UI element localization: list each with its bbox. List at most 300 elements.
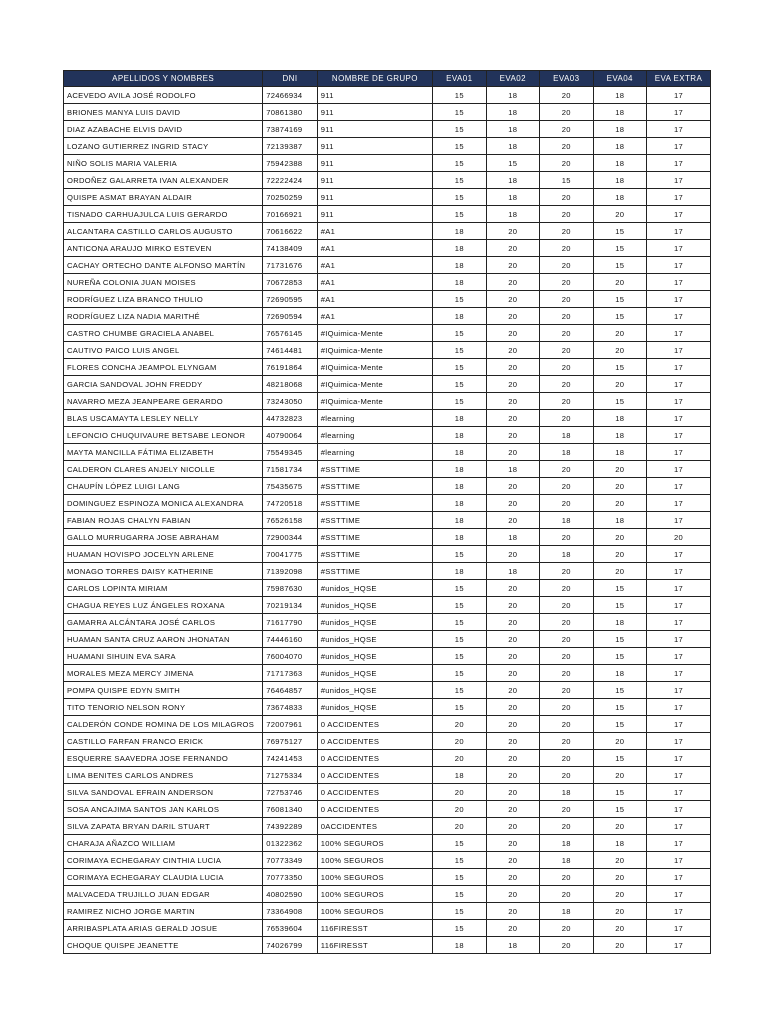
eva01-cell: 15 <box>433 920 486 937</box>
table-row <box>64 189 711 206</box>
student-name-cell: CORIMAYA ECHEGARAY CINTHIA LUCIA <box>64 852 263 869</box>
eva02-cell: 20 <box>486 631 539 648</box>
eva01-cell: 15 <box>433 121 486 138</box>
dni-cell: 74614481 <box>263 342 318 359</box>
eva03-cell: 20 <box>540 206 593 223</box>
eva01-cell: 15 <box>433 665 486 682</box>
eva02-cell: 20 <box>486 427 539 444</box>
eva03-cell: 20 <box>540 597 593 614</box>
eva01-cell: 20 <box>433 818 486 835</box>
header-eva01: EVA01 <box>433 71 486 87</box>
eva03-cell: 20 <box>540 750 593 767</box>
eva01-cell: 15 <box>433 852 486 869</box>
dni-cell: 73874169 <box>263 121 318 138</box>
student-name-cell: ESQUERRE SAAVEDRA JOSE FERNANDO <box>64 750 263 767</box>
eva02-cell: 20 <box>486 886 539 903</box>
group-name-cell: #unidos_HQSE <box>317 648 432 665</box>
eva-extra-cell: 17 <box>646 172 710 189</box>
eva-extra-cell: 17 <box>646 104 710 121</box>
dni-cell: 75435675 <box>263 478 318 495</box>
eva02-cell: 20 <box>486 920 539 937</box>
group-name-cell: #SSTTIME <box>317 495 432 512</box>
eva01-cell: 18 <box>433 937 486 954</box>
eva03-cell: 20 <box>540 393 593 410</box>
eva01-cell: 18 <box>433 223 486 240</box>
dni-cell: 74446160 <box>263 631 318 648</box>
table-row <box>64 852 711 869</box>
eva02-cell: 20 <box>486 546 539 563</box>
eva02-cell: 20 <box>486 903 539 920</box>
eva-extra-cell: 17 <box>646 869 710 886</box>
group-name-cell: #unidos_HQSE <box>317 614 432 631</box>
eva01-cell: 15 <box>433 699 486 716</box>
eva02-cell: 20 <box>486 376 539 393</box>
eva04-cell: 20 <box>593 376 646 393</box>
group-name-cell: 116FIRESST <box>317 920 432 937</box>
dni-cell: 76464857 <box>263 682 318 699</box>
eva01-cell: 18 <box>433 410 486 427</box>
eva02-cell: 20 <box>486 512 539 529</box>
group-name-cell: #IQuimica-Mente <box>317 376 432 393</box>
eva01-cell: 20 <box>433 733 486 750</box>
eva03-cell: 20 <box>540 631 593 648</box>
eva04-cell: 18 <box>593 138 646 155</box>
eva01-cell: 15 <box>433 376 486 393</box>
eva-extra-cell: 17 <box>646 665 710 682</box>
student-name-cell: ANTICONA ARAUJO MIRKO ESTEVEN <box>64 240 263 257</box>
eva04-cell: 15 <box>593 393 646 410</box>
dni-cell: 70861380 <box>263 104 318 121</box>
eva01-cell: 15 <box>433 631 486 648</box>
eva02-cell: 20 <box>486 852 539 869</box>
eva-extra-cell: 17 <box>646 682 710 699</box>
dni-cell: 72900344 <box>263 529 318 546</box>
eva04-cell: 18 <box>593 172 646 189</box>
eva02-cell: 20 <box>486 801 539 818</box>
group-name-cell: 911 <box>317 155 432 172</box>
eva04-cell: 15 <box>593 308 646 325</box>
dni-cell: 71275334 <box>263 767 318 784</box>
dni-cell: 70219134 <box>263 597 318 614</box>
eva01-cell: 15 <box>433 189 486 206</box>
dni-cell: 70616622 <box>263 223 318 240</box>
table-row <box>64 699 711 716</box>
eva02-cell: 18 <box>486 104 539 121</box>
eva01-cell: 15 <box>433 903 486 920</box>
dni-cell: 71717363 <box>263 665 318 682</box>
table-row <box>64 563 711 580</box>
eva-extra-cell: 17 <box>646 444 710 461</box>
group-name-cell: #A1 <box>317 308 432 325</box>
eva03-cell: 20 <box>540 648 593 665</box>
eva04-cell: 20 <box>593 886 646 903</box>
group-name-cell: #IQuimica-Mente <box>317 342 432 359</box>
eva04-cell: 20 <box>593 563 646 580</box>
table-row <box>64 750 711 767</box>
dni-cell: 72690594 <box>263 308 318 325</box>
table-row <box>64 444 711 461</box>
table-row <box>64 682 711 699</box>
eva03-cell: 20 <box>540 682 593 699</box>
eva03-cell: 20 <box>540 257 593 274</box>
eva04-cell: 15 <box>593 291 646 308</box>
eva-extra-cell: 17 <box>646 733 710 750</box>
eva01-cell: 15 <box>433 614 486 631</box>
dni-cell: 44732823 <box>263 410 318 427</box>
eva-extra-cell: 17 <box>646 138 710 155</box>
group-name-cell: #unidos_HQSE <box>317 580 432 597</box>
eva01-cell: 15 <box>433 138 486 155</box>
eva01-cell: 20 <box>433 801 486 818</box>
eva02-cell: 20 <box>486 614 539 631</box>
student-name-cell: LIMA BENITES CARLOS ANDRES <box>64 767 263 784</box>
group-name-cell: #SSTTIME <box>317 478 432 495</box>
table-row <box>64 733 711 750</box>
dni-cell: 76081340 <box>263 801 318 818</box>
dni-cell: 74138409 <box>263 240 318 257</box>
eva-extra-cell: 17 <box>646 903 710 920</box>
eva02-cell: 20 <box>486 784 539 801</box>
group-name-cell: #SSTTIME <box>317 461 432 478</box>
eva02-cell: 20 <box>486 580 539 597</box>
dni-cell: 70672853 <box>263 274 318 291</box>
eva04-cell: 18 <box>593 427 646 444</box>
eva04-cell: 18 <box>593 512 646 529</box>
dni-cell: 76004070 <box>263 648 318 665</box>
eva02-cell: 20 <box>486 274 539 291</box>
eva01-cell: 15 <box>433 886 486 903</box>
eva02-cell: 20 <box>486 733 539 750</box>
eva03-cell: 20 <box>540 308 593 325</box>
group-name-cell: 100% SEGUROS <box>317 869 432 886</box>
table-row <box>64 155 711 172</box>
group-name-cell: #learning <box>317 444 432 461</box>
eva-extra-cell: 17 <box>646 716 710 733</box>
header-dni: DNI <box>263 71 318 87</box>
dni-cell: 72222424 <box>263 172 318 189</box>
eva03-cell: 20 <box>540 240 593 257</box>
eva04-cell: 18 <box>593 87 646 104</box>
table-row <box>64 529 711 546</box>
eva02-cell: 20 <box>486 699 539 716</box>
dni-cell: 73243050 <box>263 393 318 410</box>
student-name-cell: CHARAJA AÑAZCO WILLIAM <box>64 835 263 852</box>
eva01-cell: 15 <box>433 87 486 104</box>
eva03-cell: 15 <box>540 172 593 189</box>
eva-extra-cell: 17 <box>646 478 710 495</box>
group-name-cell: #learning <box>317 427 432 444</box>
eva03-cell: 20 <box>540 155 593 172</box>
eva01-cell: 15 <box>433 682 486 699</box>
table-row <box>64 631 711 648</box>
table-row <box>64 359 711 376</box>
table-row <box>64 920 711 937</box>
group-name-cell: 116FIRESST <box>317 937 432 954</box>
eva-extra-cell: 17 <box>646 461 710 478</box>
eva03-cell: 20 <box>540 580 593 597</box>
header-eva02: EVA02 <box>486 71 539 87</box>
student-name-cell: NUREÑA COLONIA JUAN MOISES <box>64 274 263 291</box>
table-body <box>64 87 711 954</box>
group-name-cell: #unidos_HQSE <box>317 682 432 699</box>
eva01-cell: 15 <box>433 342 486 359</box>
dni-cell: 72139387 <box>263 138 318 155</box>
eva-extra-cell: 17 <box>646 648 710 665</box>
eva02-cell: 18 <box>486 87 539 104</box>
eva-extra-cell: 17 <box>646 920 710 937</box>
student-name-cell: QUISPE ASMAT BRAYAN ALDAIR <box>64 189 263 206</box>
eva02-cell: 20 <box>486 444 539 461</box>
student-name-cell: MORALES MEZA MERCY JIMENA <box>64 665 263 682</box>
eva03-cell: 20 <box>540 614 593 631</box>
eva04-cell: 18 <box>593 155 646 172</box>
student-name-cell: NAVARRO MEZA JEANPEARE GERARDO <box>64 393 263 410</box>
student-name-cell: CACHAY ORTECHO DANTE ALFONSO MARTÍN <box>64 257 263 274</box>
group-name-cell: 0 ACCIDENTES <box>317 716 432 733</box>
student-name-cell: CASTRO CHUMBE GRACIELA ANABEL <box>64 325 263 342</box>
eva04-cell: 20 <box>593 920 646 937</box>
eva-extra-cell: 17 <box>646 597 710 614</box>
eva01-cell: 18 <box>433 257 486 274</box>
eva04-cell: 18 <box>593 189 646 206</box>
group-name-cell: 0 ACCIDENTES <box>317 750 432 767</box>
eva-extra-cell: 17 <box>646 87 710 104</box>
eva03-cell: 20 <box>540 869 593 886</box>
eva03-cell: 20 <box>540 461 593 478</box>
dni-cell: 76191864 <box>263 359 318 376</box>
eva-extra-cell: 17 <box>646 291 710 308</box>
eva-extra-cell: 17 <box>646 546 710 563</box>
group-name-cell: 0ACCIDENTES <box>317 818 432 835</box>
eva-extra-cell: 17 <box>646 631 710 648</box>
eva03-cell: 20 <box>540 937 593 954</box>
eva03-cell: 20 <box>540 733 593 750</box>
eva02-cell: 18 <box>486 172 539 189</box>
eva-extra-cell: 17 <box>646 835 710 852</box>
table-row <box>64 767 711 784</box>
eva04-cell: 20 <box>593 495 646 512</box>
dni-cell: 71392098 <box>263 563 318 580</box>
group-name-cell: #IQuimica-Mente <box>317 393 432 410</box>
table-row <box>64 580 711 597</box>
eva01-cell: 15 <box>433 104 486 121</box>
eva01-cell: 18 <box>433 427 486 444</box>
group-name-cell: #learning <box>317 410 432 427</box>
eva02-cell: 20 <box>486 682 539 699</box>
eva01-cell: 15 <box>433 155 486 172</box>
table-row <box>64 546 711 563</box>
eva01-cell: 15 <box>433 648 486 665</box>
eva-extra-cell: 17 <box>646 257 710 274</box>
eva-extra-cell: 17 <box>646 699 710 716</box>
eva03-cell: 20 <box>540 342 593 359</box>
eva01-cell: 15 <box>433 546 486 563</box>
dni-cell: 72753746 <box>263 784 318 801</box>
eva01-cell: 18 <box>433 767 486 784</box>
group-name-cell: #unidos_HQSE <box>317 631 432 648</box>
eva-extra-cell: 17 <box>646 512 710 529</box>
eva02-cell: 20 <box>486 750 539 767</box>
header-nombre-de-grupo: NOMBRE DE GRUPO <box>317 71 432 87</box>
group-name-cell: #A1 <box>317 223 432 240</box>
table-row <box>64 869 711 886</box>
eva03-cell: 18 <box>540 427 593 444</box>
eva02-cell: 20 <box>486 818 539 835</box>
eva02-cell: 20 <box>486 291 539 308</box>
eva01-cell: 15 <box>433 393 486 410</box>
eva-extra-cell: 17 <box>646 818 710 835</box>
eva-extra-cell: 17 <box>646 495 710 512</box>
eva03-cell: 20 <box>540 223 593 240</box>
table-row <box>64 512 711 529</box>
student-name-cell: DOMINGUEZ ESPINOZA MONICA ALEXANDRA <box>64 495 263 512</box>
dni-cell: 76539604 <box>263 920 318 937</box>
dni-cell: 71731676 <box>263 257 318 274</box>
eva04-cell: 20 <box>593 325 646 342</box>
group-name-cell: #IQuimica-Mente <box>317 325 432 342</box>
dni-cell: 71617790 <box>263 614 318 631</box>
table-row <box>64 784 711 801</box>
eva-extra-cell: 17 <box>646 206 710 223</box>
group-name-cell: 911 <box>317 172 432 189</box>
eva02-cell: 20 <box>486 342 539 359</box>
student-name-cell: CALDERON CLARES ANJELY NICOLLE <box>64 461 263 478</box>
eva-extra-cell: 17 <box>646 393 710 410</box>
table-row <box>64 104 711 121</box>
group-name-cell: 911 <box>317 104 432 121</box>
eva04-cell: 20 <box>593 342 646 359</box>
eva03-cell: 20 <box>540 495 593 512</box>
eva01-cell: 18 <box>433 461 486 478</box>
eva02-cell: 20 <box>486 835 539 852</box>
table-row <box>64 223 711 240</box>
eva01-cell: 15 <box>433 597 486 614</box>
table-row <box>64 325 711 342</box>
eva04-cell: 15 <box>593 597 646 614</box>
student-name-cell: ALCANTARA CASTILLO CARLOS AUGUSTO <box>64 223 263 240</box>
eva02-cell: 20 <box>486 393 539 410</box>
student-name-cell: BRIONES MANYA LUIS DAVID <box>64 104 263 121</box>
eva-extra-cell: 17 <box>646 121 710 138</box>
table-row <box>64 308 711 325</box>
student-name-cell: ACEVEDO AVILA JOSÉ RODOLFO <box>64 87 263 104</box>
student-name-cell: ORDOÑEZ GALARRETA IVAN ALEXANDER <box>64 172 263 189</box>
eva03-cell: 20 <box>540 818 593 835</box>
eva04-cell: 20 <box>593 818 646 835</box>
grades-sheet <box>63 70 711 954</box>
eva-extra-cell: 17 <box>646 784 710 801</box>
dni-cell: 73364908 <box>263 903 318 920</box>
student-name-cell: SILVA ZAPATA BRYAN DARIL STUART <box>64 818 263 835</box>
eva04-cell: 20 <box>593 767 646 784</box>
eva01-cell: 20 <box>433 750 486 767</box>
dni-cell: 40790064 <box>263 427 318 444</box>
eva02-cell: 20 <box>486 648 539 665</box>
eva04-cell: 20 <box>593 937 646 954</box>
dni-cell: 48218068 <box>263 376 318 393</box>
eva02-cell: 20 <box>486 359 539 376</box>
eva01-cell: 18 <box>433 512 486 529</box>
dni-cell: 70166921 <box>263 206 318 223</box>
eva01-cell: 18 <box>433 529 486 546</box>
group-name-cell: 911 <box>317 206 432 223</box>
eva03-cell: 20 <box>540 376 593 393</box>
table-row <box>64 427 711 444</box>
eva02-cell: 18 <box>486 206 539 223</box>
group-name-cell: 911 <box>317 87 432 104</box>
eva01-cell: 18 <box>433 308 486 325</box>
eva01-cell: 15 <box>433 206 486 223</box>
eva04-cell: 15 <box>593 240 646 257</box>
group-name-cell: 100% SEGUROS <box>317 835 432 852</box>
student-name-cell: GAMARRA ALCÁNTARA JOSÉ CARLOS <box>64 614 263 631</box>
student-name-cell: SOSA ANCAJIMA SANTOS JAN KARLOS <box>64 801 263 818</box>
dni-cell: 70041775 <box>263 546 318 563</box>
eva02-cell: 15 <box>486 155 539 172</box>
group-name-cell: 100% SEGUROS <box>317 886 432 903</box>
student-name-cell: GALLO MURRUGARRA JOSE ABRAHAM <box>64 529 263 546</box>
eva04-cell: 15 <box>593 699 646 716</box>
table-row <box>64 614 711 631</box>
group-name-cell: 911 <box>317 189 432 206</box>
eva03-cell: 20 <box>540 886 593 903</box>
eva-extra-cell: 17 <box>646 223 710 240</box>
eva04-cell: 20 <box>593 852 646 869</box>
eva03-cell: 20 <box>540 920 593 937</box>
table-row <box>64 835 711 852</box>
eva03-cell: 20 <box>540 291 593 308</box>
group-name-cell: 0 ACCIDENTES <box>317 767 432 784</box>
student-name-cell: CHAUPÍN LÓPEZ LUIGI LANG <box>64 478 263 495</box>
table-row <box>64 461 711 478</box>
dni-cell: 72690595 <box>263 291 318 308</box>
table-row <box>64 903 711 920</box>
table-row <box>64 716 711 733</box>
eva04-cell: 18 <box>593 665 646 682</box>
student-name-cell: GARCIA SANDOVAL JOHN FREDDY <box>64 376 263 393</box>
eva03-cell: 20 <box>540 665 593 682</box>
eva02-cell: 20 <box>486 257 539 274</box>
eva01-cell: 15 <box>433 580 486 597</box>
table-row <box>64 376 711 393</box>
table-row <box>64 121 711 138</box>
eva-extra-cell: 17 <box>646 563 710 580</box>
eva04-cell: 18 <box>593 121 646 138</box>
student-name-cell: RODRÍGUEZ LIZA NADIA MARITHÉ <box>64 308 263 325</box>
eva02-cell: 20 <box>486 410 539 427</box>
table-row <box>64 818 711 835</box>
eva02-cell: 20 <box>486 308 539 325</box>
eva03-cell: 20 <box>540 563 593 580</box>
eva04-cell: 15 <box>593 648 646 665</box>
dni-cell: 70250259 <box>263 189 318 206</box>
eva04-cell: 18 <box>593 410 646 427</box>
eva01-cell: 18 <box>433 274 486 291</box>
eva-extra-cell: 17 <box>646 274 710 291</box>
eva-extra-cell: 17 <box>646 410 710 427</box>
eva03-cell: 20 <box>540 716 593 733</box>
student-name-cell: CALDERÓN CONDE ROMINA DE LOS MILAGROS <box>64 716 263 733</box>
dni-cell: 73674833 <box>263 699 318 716</box>
group-name-cell: #SSTTIME <box>317 512 432 529</box>
student-name-cell: CASTILLO FARFAN FRANCO ERICK <box>64 733 263 750</box>
eva04-cell: 15 <box>593 716 646 733</box>
eva-extra-cell: 17 <box>646 580 710 597</box>
group-name-cell: #SSTTIME <box>317 563 432 580</box>
eva03-cell: 18 <box>540 512 593 529</box>
header-eva04: EVA04 <box>593 71 646 87</box>
dni-cell: 74392289 <box>263 818 318 835</box>
